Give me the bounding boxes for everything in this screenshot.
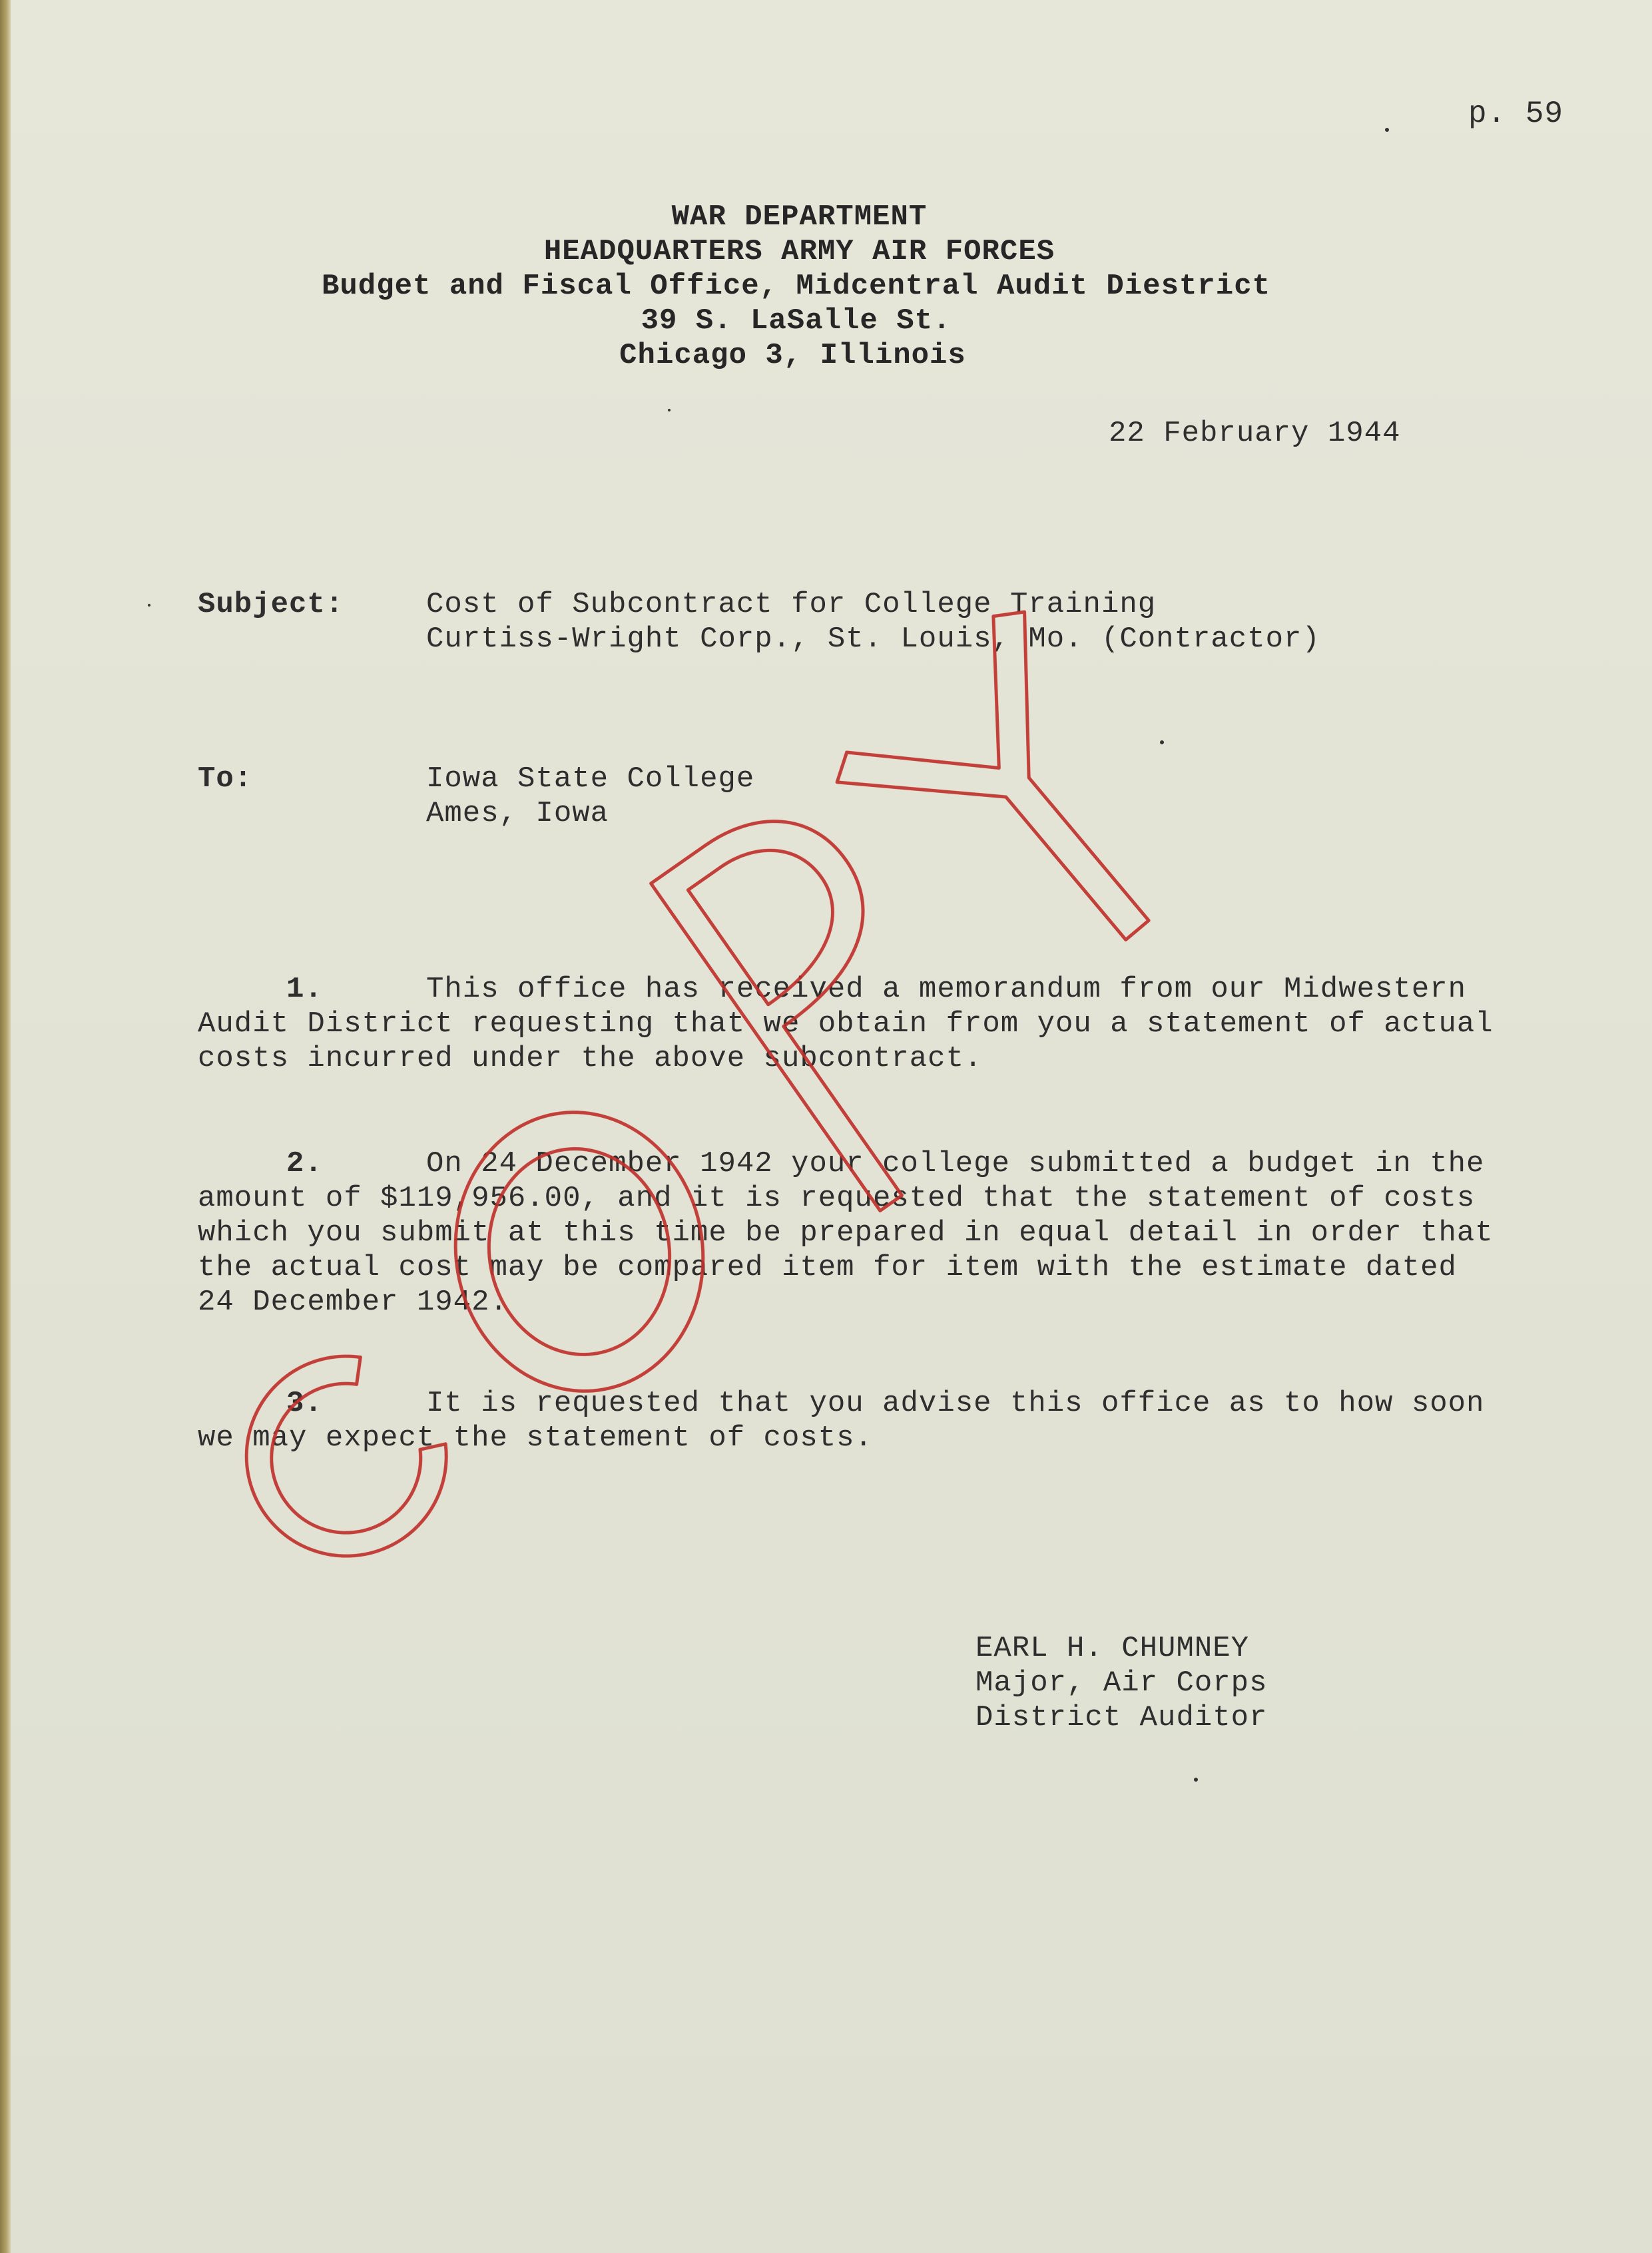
paragraph-number: 2. [286,1147,323,1180]
paragraph-line: This office has received a memorandum from our Midwestern [426,973,1467,1006]
to-label: To: [198,762,253,796]
letterhead-department: WAR DEPARTMENT [671,200,928,234]
letterhead-city: Chicago 3, Illinois [619,339,966,372]
paragraph-line: which you submit at this time be prepared in equal detail in order that [198,1216,1494,1250]
to-line-1: Iowa State College [426,762,755,796]
subject-label: Subject: [198,588,344,621]
stamp-letter-y [820,599,1227,1017]
speck [668,409,671,411]
paragraph-line: costs incurred under the above subcontract. [198,1042,983,1075]
page-number: p. 59 [1468,97,1564,131]
paragraph-line: It is requested that you advise this office as to how soon [426,1387,1485,1420]
paragraph-line: we may expect the statement of costs. [198,1421,873,1455]
subject-line-2: Curtiss-Wright Corp., St. Louis, Mo. (Contractor) [426,623,1320,656]
speck [1194,1778,1198,1782]
speck [148,604,150,607]
signature-title: District Auditor [975,1701,1268,1734]
speck [1385,128,1389,132]
letterhead-headquarters: HEADQUARTERS ARMY AIR FORCES [543,235,1055,268]
paragraph-number: 3. [286,1387,323,1420]
paragraph-line: Audit District requesting that we obtain from you a statement of actual [198,1007,1494,1041]
stamp-letter-c [207,1324,475,1595]
paragraph-line: 24 December 1942. [198,1286,508,1319]
paragraph-line: amount of $119,956.00, and it is requested that the statement of costs [198,1182,1476,1215]
paragraph-line: the actual cost may be compared item for item with the estimate dated [198,1251,1457,1284]
to-line-2: Ames, Iowa [426,797,609,830]
signature-rank: Major, Air Corps [975,1666,1268,1700]
speck [1160,740,1164,744]
subject-line-1: Cost of Subcontract for College Training [426,588,1157,621]
signature-name: EARL H. CHUMNEY [975,1632,1250,1665]
letter-date: 22 February 1944 [1109,417,1401,450]
paragraph-line: On 24 December 1942 your college submitted a budget in the [426,1147,1485,1180]
letterhead [0,200,1652,373]
paragraph-number: 1. [286,973,323,1006]
letterhead-office: Budget and Fiscal Office, Midcentral Audit Diestrict [321,270,1271,303]
letterhead-street: 39 S. LaSalle St. [641,304,952,338]
